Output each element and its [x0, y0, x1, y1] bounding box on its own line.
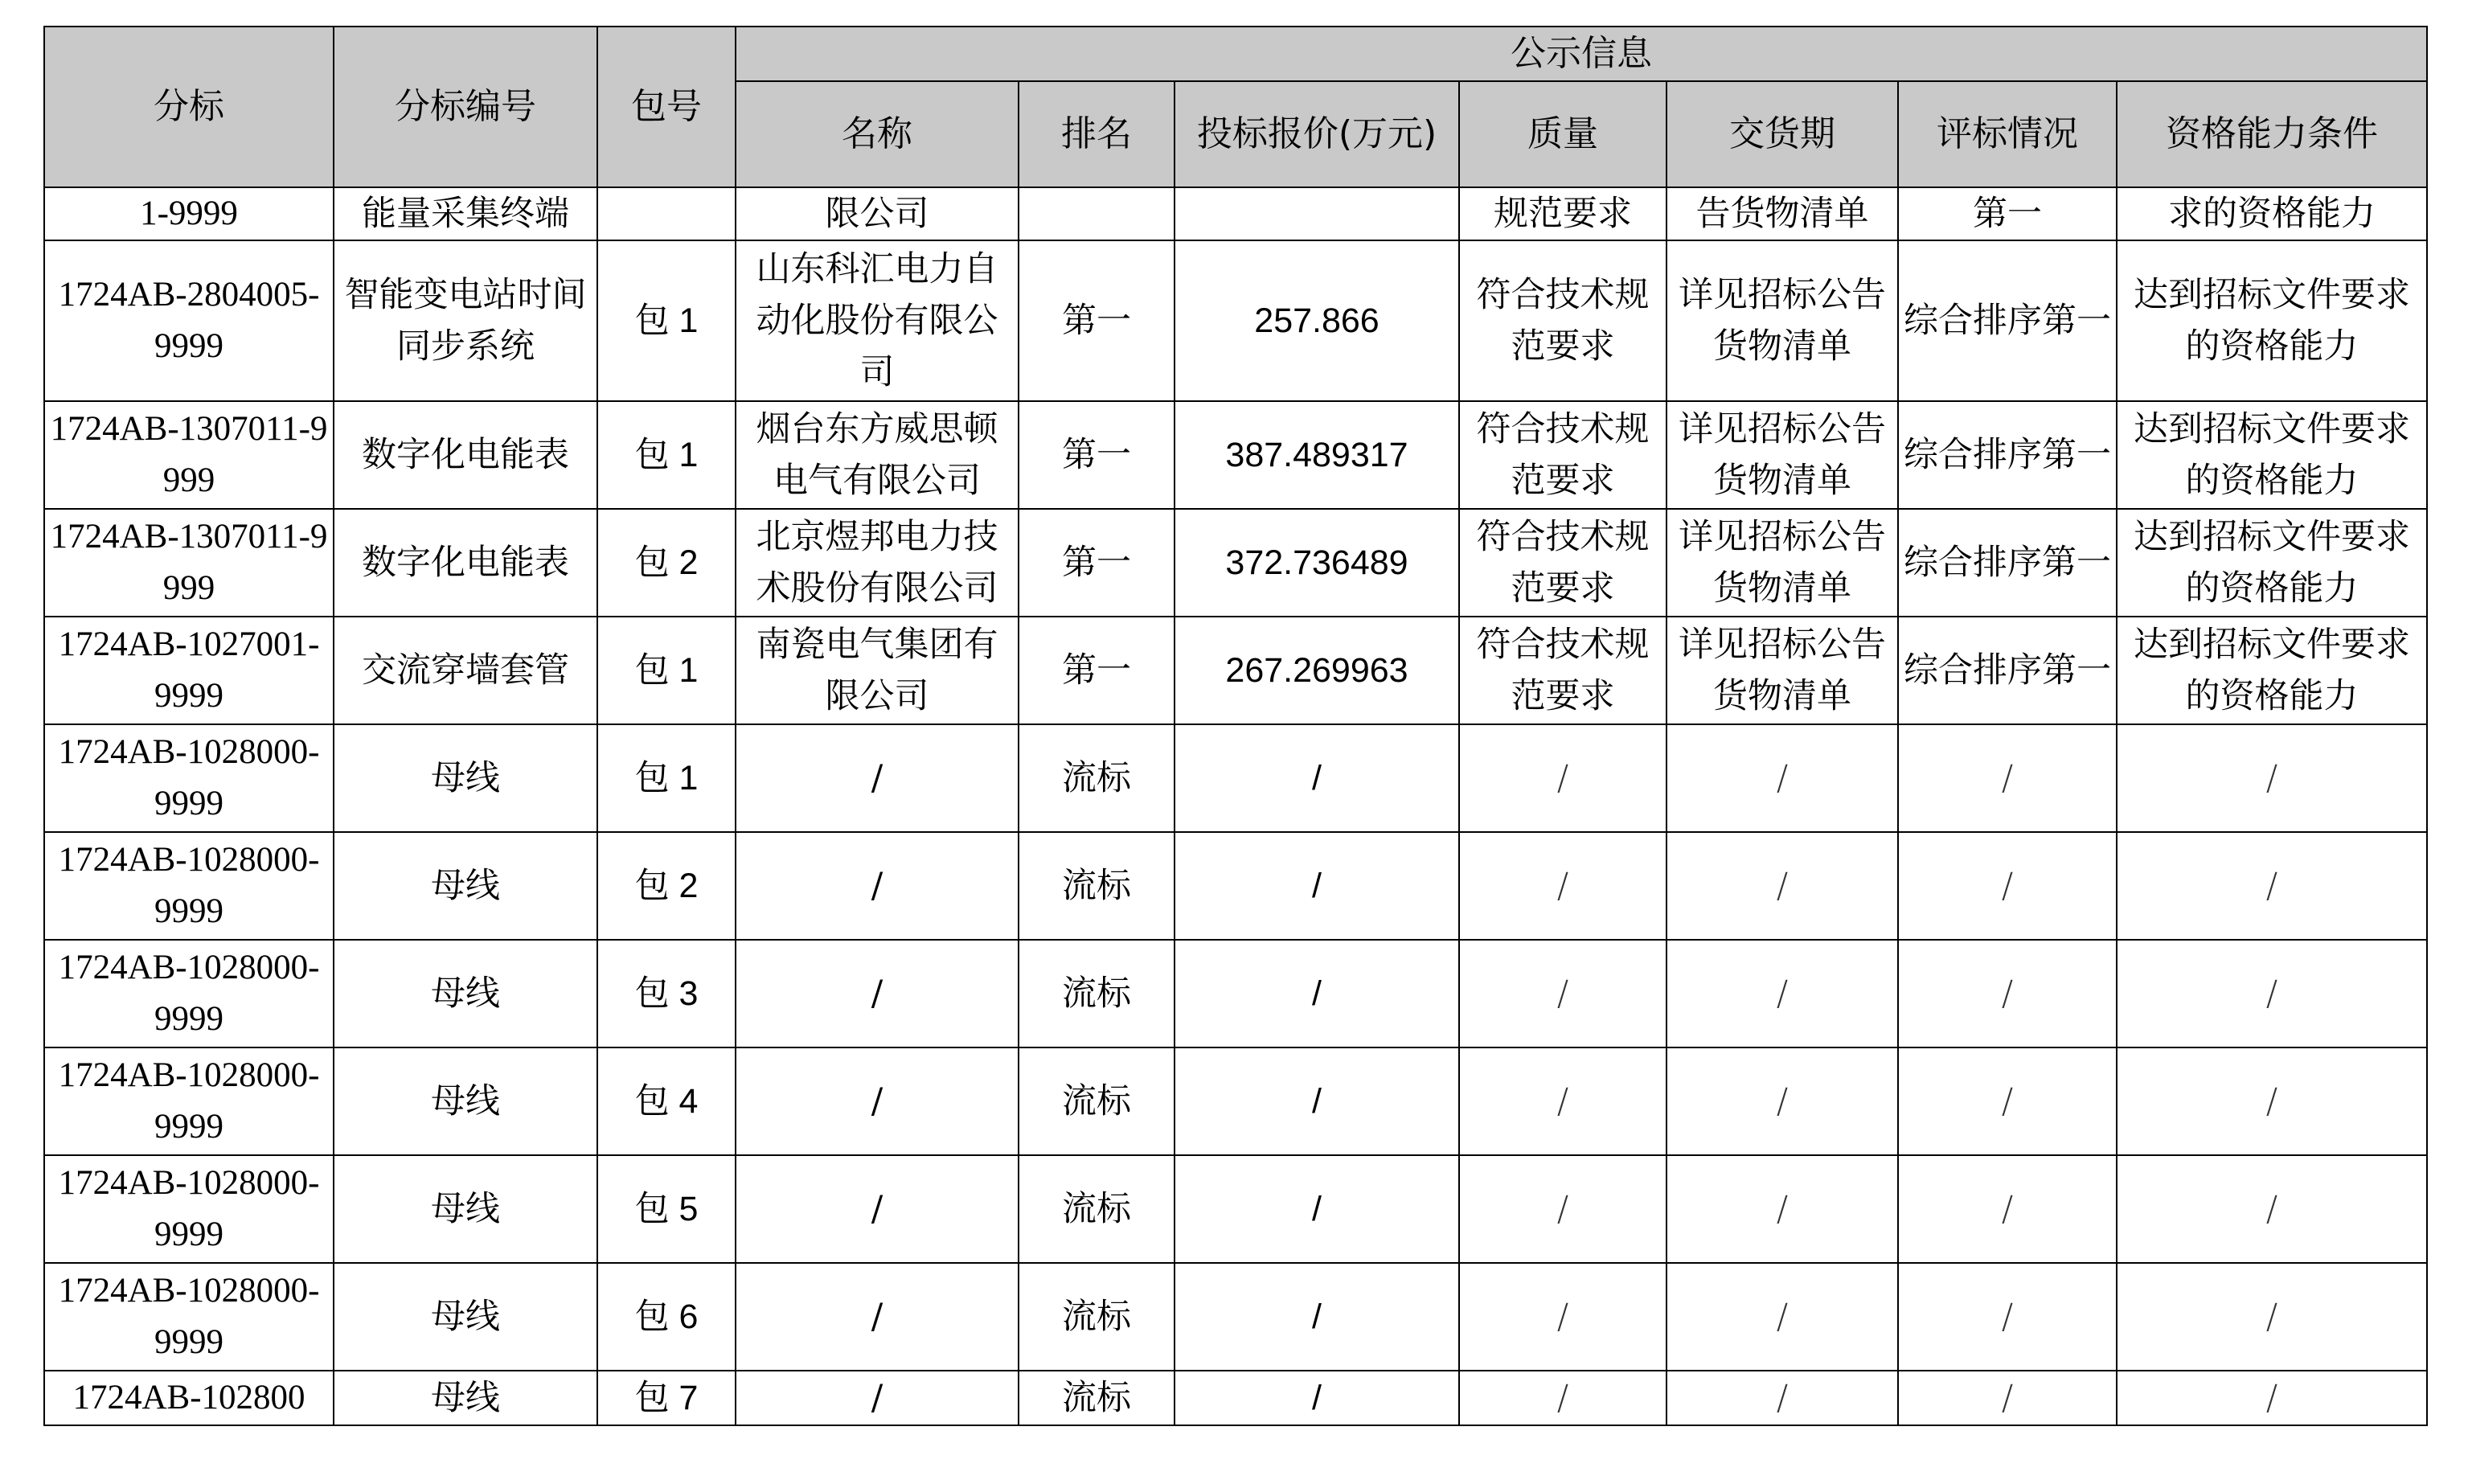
cell-qualification: /: [2117, 1371, 2427, 1425]
cell-delivery: /: [1667, 940, 1898, 1047]
cell-package: 包 1: [597, 724, 736, 832]
cell-package: 包 6: [597, 1263, 736, 1371]
cell-qualification: /: [2117, 832, 2427, 940]
cell-evaluation: 综合排序第一: [1898, 509, 2117, 617]
cell-bid-price: 267.269963: [1175, 617, 1459, 724]
cell-bid-price: /: [1175, 1371, 1459, 1425]
cell-qualification: 达到招标文件要求的资格能力: [2117, 509, 2427, 617]
header-qualification: 资格能力条件: [2117, 81, 2427, 187]
cell-rank: 第一: [1019, 240, 1175, 401]
cell-lot-code: 1724AB-1028000-9999: [44, 832, 334, 940]
cell-qualification: /: [2117, 940, 2427, 1047]
cell-evaluation: /: [1898, 724, 2117, 832]
cell-bidder-name: /: [736, 940, 1019, 1047]
cell-bidder-name: 北京煜邦电力技术股份有限公司: [736, 509, 1019, 617]
cell-package: 包 2: [597, 832, 736, 940]
cell-bid-price: /: [1175, 724, 1459, 832]
cell-lot-name: 母线: [334, 1371, 597, 1425]
cell-evaluation: /: [1898, 1155, 2117, 1263]
cell-evaluation: /: [1898, 1371, 2117, 1425]
cell-bidder-name: 烟台东方威思顿电气有限公司: [736, 401, 1019, 509]
header-lot-name: 分标编号: [334, 27, 597, 187]
cell-rank: 第一: [1019, 509, 1175, 617]
cell-quality: /: [1459, 1047, 1667, 1155]
cell-bidder-name: /: [736, 1155, 1019, 1263]
cell-lot-code: 1-9999: [44, 187, 334, 240]
cell-qualification: /: [2117, 1263, 2427, 1371]
cell-rank: 流标: [1019, 1047, 1175, 1155]
cell-bidder-name: 山东科汇电力自动化股份有限公司: [736, 240, 1019, 401]
header-delivery: 交货期: [1667, 81, 1898, 187]
table-row: [44, 1263, 2427, 1371]
table-row: [44, 240, 2427, 401]
cell-lot-code: 1724AB-1028000-9999: [44, 724, 334, 832]
cell-lot-name: 母线: [334, 724, 597, 832]
cell-bid-price: /: [1175, 940, 1459, 1047]
cell-bid-price: /: [1175, 832, 1459, 940]
table-row: [44, 617, 2427, 724]
cell-package: 包 2: [597, 509, 736, 617]
table-row: [44, 1047, 2427, 1155]
cell-lot-code: 1724AB-1028000-9999: [44, 1263, 334, 1371]
cell-bidder-name: /: [736, 724, 1019, 832]
cell-rank: 第一: [1019, 617, 1175, 724]
cell-package: 包 1: [597, 617, 736, 724]
cell-bidder-name: /: [736, 832, 1019, 940]
cell-bidder-name: 限公司: [736, 187, 1019, 240]
cell-bidder-name: /: [736, 1047, 1019, 1155]
cell-evaluation: /: [1898, 1047, 2117, 1155]
cell-lot-name: 数字化电能表: [334, 401, 597, 509]
cell-lot-name: 交流穿墙套管: [334, 617, 597, 724]
cell-delivery: 详见招标公告货物清单: [1667, 401, 1898, 509]
cell-qualification: /: [2117, 1155, 2427, 1263]
table-row: [44, 187, 2427, 240]
cell-evaluation: /: [1898, 832, 2117, 940]
table-header: [44, 27, 2427, 187]
cell-bidder-name: 南瓷电气集团有限公司: [736, 617, 1019, 724]
header-lot-code: 分标: [44, 27, 334, 187]
cell-rank: 流标: [1019, 1371, 1175, 1425]
cell-evaluation: /: [1898, 940, 2117, 1047]
cell-evaluation: 第一: [1898, 187, 2117, 240]
cell-evaluation: 综合排序第一: [1898, 617, 2117, 724]
cell-quality: 符合技术规范要求: [1459, 240, 1667, 401]
cell-qualification: 达到招标文件要求的资格能力: [2117, 401, 2427, 509]
cell-evaluation: 综合排序第一: [1898, 401, 2117, 509]
cell-package: [597, 187, 736, 240]
cell-lot-code: 1724AB-1307011-9999: [44, 401, 334, 509]
table-row: [44, 724, 2427, 832]
cell-bid-price: 257.866: [1175, 240, 1459, 401]
header-package: 包号: [597, 27, 736, 187]
cell-rank: [1019, 187, 1175, 240]
cell-lot-name: 智能变电站时间同步系统: [334, 240, 597, 401]
cell-delivery: 详见招标公告货物清单: [1667, 240, 1898, 401]
cell-delivery: /: [1667, 1155, 1898, 1263]
header-quality: 质量: [1459, 81, 1667, 187]
cell-delivery: 详见招标公告货物清单: [1667, 509, 1898, 617]
cell-evaluation: /: [1898, 1263, 2117, 1371]
cell-lot-code: 1724AB-2804005-9999: [44, 240, 334, 401]
cell-lot-name: 母线: [334, 1263, 597, 1371]
header-publicity-group: 公示信息: [736, 27, 2427, 81]
cell-bid-price: 387.489317: [1175, 401, 1459, 509]
header-rank: 排名: [1019, 81, 1175, 187]
cell-quality: 规范要求: [1459, 187, 1667, 240]
cell-delivery: 详见招标公告货物清单: [1667, 617, 1898, 724]
cell-bid-price: /: [1175, 1047, 1459, 1155]
cell-quality: /: [1459, 940, 1667, 1047]
header-name: 名称: [736, 81, 1019, 187]
cell-qualification: /: [2117, 724, 2427, 832]
cell-lot-name: 能量采集终端: [334, 187, 597, 240]
cell-bidder-name: /: [736, 1371, 1019, 1425]
cell-quality: 符合技术规范要求: [1459, 617, 1667, 724]
cell-lot-name: 母线: [334, 832, 597, 940]
cell-quality: /: [1459, 1155, 1667, 1263]
cell-qualification: 达到招标文件要求的资格能力: [2117, 240, 2427, 401]
cell-bidder-name: /: [736, 1263, 1019, 1371]
cell-quality: 符合技术规范要求: [1459, 509, 1667, 617]
cell-delivery: /: [1667, 724, 1898, 832]
table-row: [44, 832, 2427, 940]
cell-lot-name: 母线: [334, 940, 597, 1047]
cell-evaluation: 综合排序第一: [1898, 240, 2117, 401]
table-row: [44, 401, 2427, 509]
cell-package: 包 1: [597, 240, 736, 401]
bid-award-table: [43, 26, 2428, 1426]
cell-package: 包 7: [597, 1371, 736, 1425]
cell-quality: /: [1459, 724, 1667, 832]
cell-lot-name: 母线: [334, 1047, 597, 1155]
table-row: [44, 509, 2427, 617]
cell-lot-code: 1724AB-1307011-9999: [44, 509, 334, 617]
cell-rank: 流标: [1019, 1155, 1175, 1263]
cell-package: 包 5: [597, 1155, 736, 1263]
cell-qualification: 求的资格能力: [2117, 187, 2427, 240]
cell-bid-price: /: [1175, 1263, 1459, 1371]
cell-delivery: 告货物清单: [1667, 187, 1898, 240]
cell-qualification: /: [2117, 1047, 2427, 1155]
cell-bid-price: 372.736489: [1175, 509, 1459, 617]
cell-lot-code: 1724AB-1027001-9999: [44, 617, 334, 724]
cell-rank: 流标: [1019, 724, 1175, 832]
cell-rank: 流标: [1019, 940, 1175, 1047]
cell-quality: 符合技术规范要求: [1459, 401, 1667, 509]
cell-rank: 第一: [1019, 401, 1175, 509]
cell-rank: 流标: [1019, 1263, 1175, 1371]
cell-bid-price: /: [1175, 1155, 1459, 1263]
cell-delivery: /: [1667, 1047, 1898, 1155]
table-row: [44, 1371, 2427, 1425]
cell-lot-name: 数字化电能表: [334, 509, 597, 617]
cell-delivery: /: [1667, 1371, 1898, 1425]
table-row: [44, 1155, 2427, 1263]
cell-quality: /: [1459, 1263, 1667, 1371]
cell-delivery: /: [1667, 832, 1898, 940]
cell-package: 包 4: [597, 1047, 736, 1155]
cell-lot-code: 1724AB-1028000-9999: [44, 1155, 334, 1263]
cell-bid-price: [1175, 187, 1459, 240]
table-body: [44, 187, 2427, 1425]
cell-lot-code: 1724AB-1028000-9999: [44, 1047, 334, 1155]
cell-qualification: 达到招标文件要求的资格能力: [2117, 617, 2427, 724]
cell-delivery: /: [1667, 1263, 1898, 1371]
cell-package: 包 1: [597, 401, 736, 509]
cell-quality: /: [1459, 1371, 1667, 1425]
cell-package: 包 3: [597, 940, 736, 1047]
table-row: [44, 940, 2427, 1047]
cell-quality: /: [1459, 832, 1667, 940]
cell-lot-name: 母线: [334, 1155, 597, 1263]
header-evaluation: 评标情况: [1898, 81, 2117, 187]
cell-rank: 流标: [1019, 832, 1175, 940]
header-bid-price: 投标报价(万元): [1175, 81, 1459, 187]
cell-lot-code: 1724AB-102800: [44, 1371, 334, 1425]
cell-lot-code: 1724AB-1028000-9999: [44, 940, 334, 1047]
